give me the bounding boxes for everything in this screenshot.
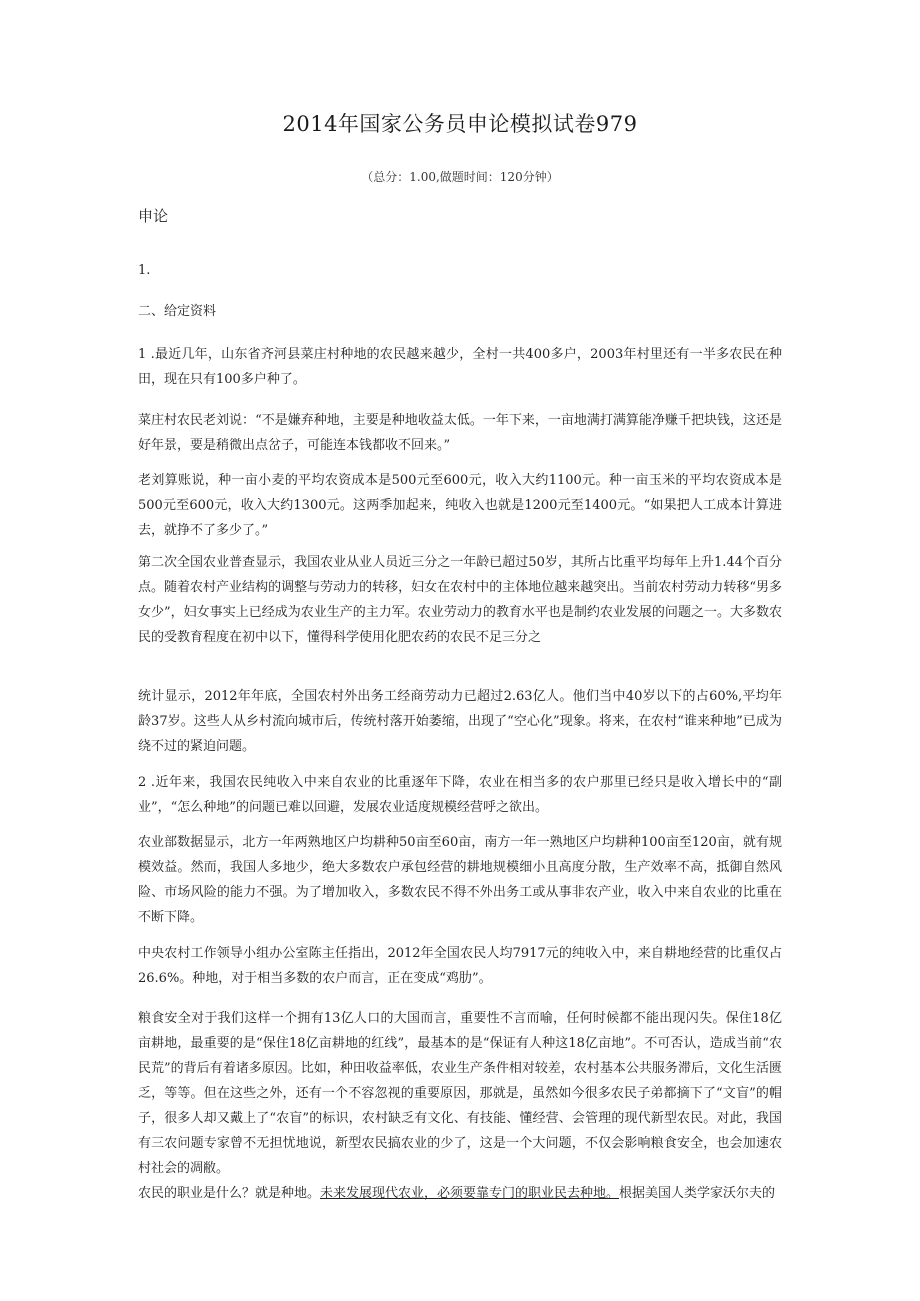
question-number: 1. xyxy=(138,263,151,278)
material-paragraph: 1 .最近几年，山东省齐河县菜庄村种地的农民越来越少，全村一共400多户，2003年村里还有一半多农民在种田，现在只有100多户种了。 xyxy=(138,347,782,387)
last-paragraph xyxy=(138,1181,782,1206)
section-heading: 申论 xyxy=(138,207,169,225)
material-paragraph: 统计显示，2012年年底，全国农村外出务工经商劳动力已超过2.63亿人。他们当中40岁以下的占60%,平均年龄37岁。这些人从乡村流向城市后，传统村落开始萎缩，出现了“空心化”现象。将来，在农村“谁来种地”已成为绕不过的紧迫问题。 xyxy=(138,689,782,754)
last-paragraph-start: 农民的职业是什么？就是种地。 xyxy=(138,1186,321,1201)
last-paragraph-end: 根据美国人类学家沃尔夫的 xyxy=(619,1186,776,1201)
underlined-sentence: 未来发展现代农业，必须要靠专门的职业民去种地。 xyxy=(320,1186,620,1201)
material-paragraph: 2 .近年来，我国农民纯收入中来自农业的比重逐年下降，农业在相当多的农户那里已经只是收入增长中的“副业”，“怎么种地”的问题已难以回避，发展农业适度规模经营呼之欲出。 xyxy=(138,775,782,815)
document-title: 2014年国家公务员申论模拟试卷979 xyxy=(282,112,638,136)
material-subheading: 二、给定资料 xyxy=(138,304,217,319)
material-paragraph: 菜庄村农民老刘说：“不是嫌弃种地，主要是种地收益太低。一年下来，一亩地满打满算能净赚千把块钱，这还是好年景，要是稍微出点岔子，可能连本钱都收不回来。” xyxy=(138,413,782,453)
material-paragraph: 中央农村工作领导小组办公室陈主任指出，2012年全国农民人均7917元的纯收入中，来自耕地经营的比重仅占26.6%。种地，对于相当多数的农户而言，正在变成“鸡肋”。 xyxy=(138,946,782,986)
material-paragraph: 老刘算账说，种一亩小麦的平均农资成本是500元至600元，收入大约1100元。种一亩玉米的平均农资成本是500元至600元，收入大约1300元。这两季加起来，纯收入也就是1200元至1400元。“如果把人工成本计算进去，就挣不了多少了。” xyxy=(138,473,782,538)
material-paragraph: 农业部数据显示，北方一年两熟地区户均耕种50亩至60亩，南方一年一熟地区户均耕种100亩至120亩，就有规模效益。然而，我国人多地少，绝大多数农户承包经营的耕地规模细小且高度分散，生产效率不高，抵御自然风险、市场风险的能力不强。为了增加收入，多数农民不得不外出务工或从事非农产业，收入中来自农业的比重在不断下降。 xyxy=(138,835,782,925)
exam-meta: （总分：1.00,做题时间：120分钟） xyxy=(361,170,559,184)
material-paragraph: 粮食安全对于我们这样一个拥有13亿人口的大国而言，重要性不言而喻，任何时候都不能出现闪失。保住18亿亩耕地，最重要的是“保住18亿亩耕地的红线”，最基本的是“保证有人种这18亿亩地”。不可否认，造成当前“农民荒”的背后有着诸多原因。比如，种田收益率低，农业生产条件相对较差，农村基本公共服务滞后，文化生活匮乏，等等。但在这些之外，还有一个不容忽视的重要原因，那就是，虽然如今很多农民子弟都摘下了“文盲”的帽子，很多人却又戴上了“农盲”的标识，农村缺乏有文化、有技能、懂经营、会管理的现代新型农民。对此，我国有三农问题专家曾不无担忧地说，新型农民搞农业的少了，这是一个大问题，不仅会影响粮食安全，也会加速农村社会的凋敝。 xyxy=(138,1011,782,1176)
material-paragraph: 第二次全国农业普查显示，我国农业从业人员近三分之一年龄已超过50岁，其所占比重平均每年上升1.44个百分点。随着农村产业结构的调整与劳动力的转移，妇女在农村中的主体地位越来越突出。当前农村劳动力转移“男多女少”，妇女事实上已经成为农业生产的主力军。农业劳动力的教育水平也是制约农业发展的问题之一。大多数农民的受教育程度在初中以下，懂得科学使用化肥农药的农民不足三分之 xyxy=(138,555,782,645)
